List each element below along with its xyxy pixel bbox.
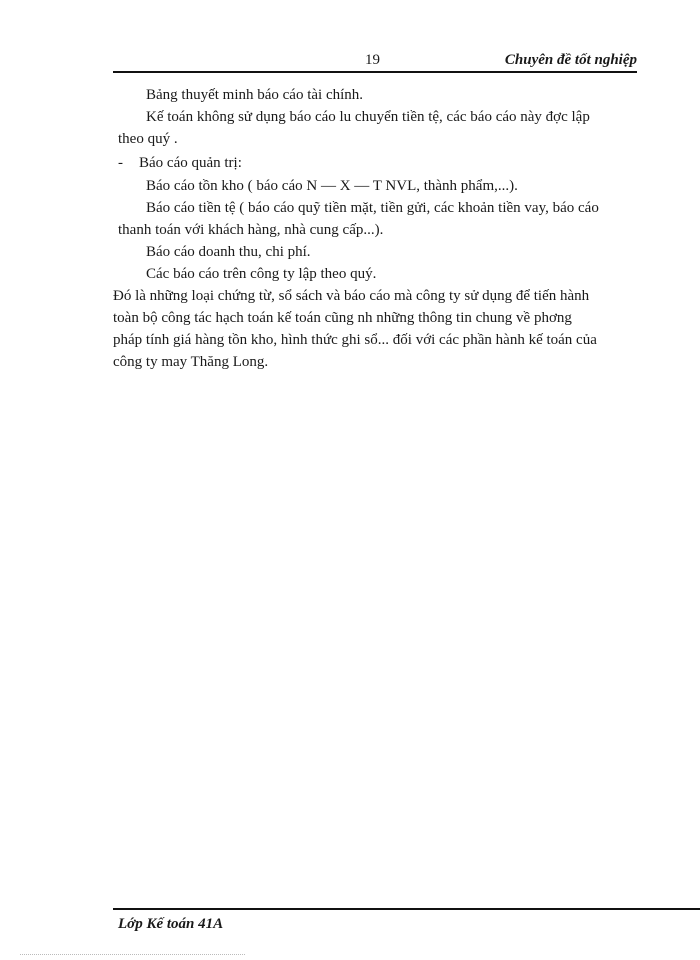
footer-dotted-line — [20, 954, 245, 955]
body-line-2: Kế toán không sử dụng báo cáo lu chuyển tiền tệ, các báo cáo này đợc lập — [146, 109, 590, 125]
body-line-3: theo quý . — [118, 131, 178, 147]
header-title: Chuyên đề tốt nghiệp — [504, 52, 637, 68]
body-line-6: Báo cáo tiền tệ ( báo cáo quỹ tiền mặt, tiền gửi, các khoản tiền vay, báo cáo — [146, 200, 599, 216]
body-line-13: công ty may Thăng Long. — [113, 354, 269, 370]
header-rule — [113, 71, 637, 73]
body-line-8: Báo cáo doanh thu, chi phí. — [146, 244, 311, 260]
body-line-5: Báo cáo tồn kho ( báo cáo N — X — T NVL, thành phẩm,...). — [146, 178, 518, 194]
body-line-4: Báo cáo quản trị: — [139, 155, 242, 171]
body-line-7: thanh toán với khách hàng, nhà cung cấp...). — [118, 222, 384, 238]
body-line-12: pháp tính giá hàng tồn kho, hình thức ghi sổ... đối với các phần hành kế toán của — [113, 332, 597, 348]
body-line-10: Đó là những loại chứng từ, sổ sách và báo cáo mà công ty sử dụng để tiến hành — [113, 288, 590, 304]
footer-class-label: Lớp Kế toán 41A — [118, 916, 224, 932]
body-line-1: Bảng thuyết minh báo cáo tài chính. — [146, 87, 364, 103]
footer-rule — [113, 908, 700, 910]
page-number: 19 — [365, 52, 380, 68]
body-line-11: toàn bộ công tác hạch toán kế toán cũng nh những thông tin chung về phơng — [113, 310, 572, 326]
bullet-marker: - — [118, 155, 123, 171]
body-line-9: Các báo cáo trên công ty lập theo quý. — [146, 266, 377, 282]
